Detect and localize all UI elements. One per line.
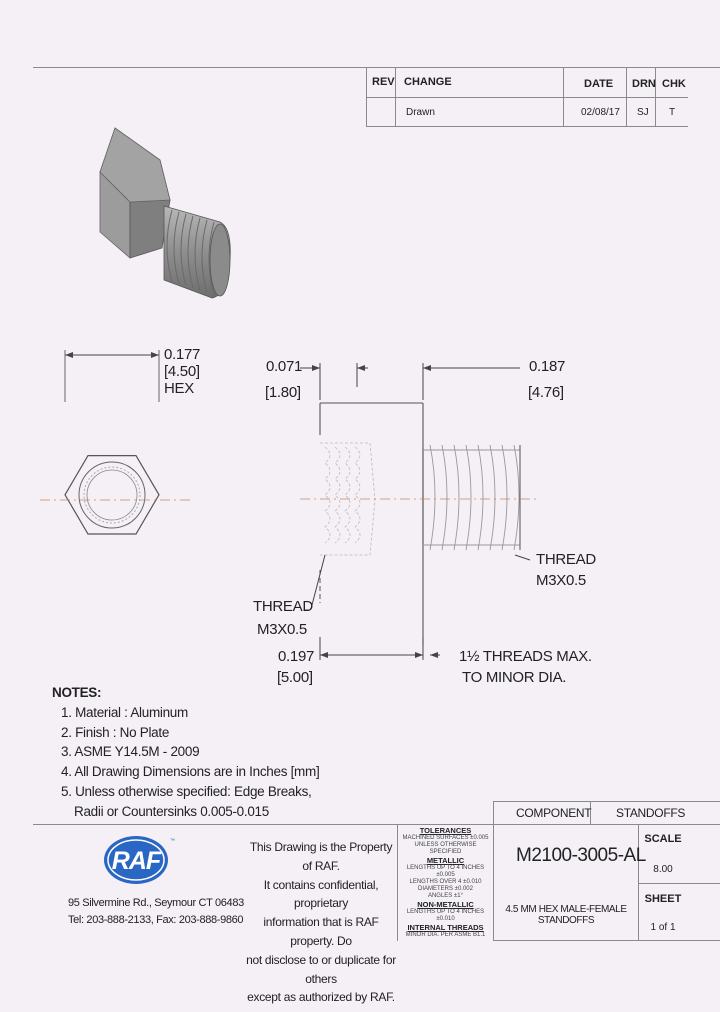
chk-header: CHK xyxy=(662,78,686,90)
rev-row-date: 02/08/17 xyxy=(581,107,620,118)
nonmetallic-title: NON-METALLIC xyxy=(417,900,474,909)
tolerances-block: TOLERANCES MACHINED SURFACES ±0.005 UNLESS OTHERWISE SPECIFIED METALLIC LENGTHS UP TO 4 INCHES ±0.005 LENGTHS OVER 4 ±0.010 DIAMETERS ±0.002 ANGLES ±1° NON-METALLIC LENGTHS UP TO 4 INCHES ±0.010 INTERNAL THREADS MINOR DIA. PER ASME B1.1 xyxy=(398,826,493,939)
sheet-value: 1 of 1 xyxy=(650,922,676,933)
note-5-cont: Radii or Countersinks 0.005-0.015 xyxy=(74,803,269,819)
raf-logo-text: RAF xyxy=(111,847,161,875)
rev-row-drn: SJ xyxy=(637,107,649,118)
dim-b-inch: 0.187 xyxy=(529,358,566,375)
tolerances-title: TOLERANCES xyxy=(419,826,472,835)
rev-row-change: Drawn xyxy=(406,107,435,118)
date-header: DATE xyxy=(584,78,614,90)
property-notice: This Drawing is the Property of RAF. It contains confidential, proprietary information that is RAF property. Do not disclose to or duplicate for others except as authorized by RAF. xyxy=(246,840,396,1005)
hex-dim-inch: 0.177 xyxy=(164,346,201,363)
note-1: 1. Material : Aluminum xyxy=(61,704,188,720)
rev-row-chk: T xyxy=(669,107,676,118)
threads-max-note: TO MINOR DIA. xyxy=(462,669,567,686)
component-label: COMPONENT xyxy=(516,806,592,820)
dim-c-mm: [5.00] xyxy=(277,669,313,686)
part-description: 4.5 MM HEX MALE-FEMALE STANDOFFS xyxy=(505,904,627,926)
metallic-title: METALLIC xyxy=(426,856,465,865)
rev-header: REV xyxy=(372,76,395,88)
sheet-label: SHEET xyxy=(644,893,682,905)
thread-left-label: THREAD xyxy=(253,598,313,615)
scale-value: 8.00 xyxy=(653,864,673,875)
notes-block xyxy=(52,683,319,822)
dim-a-inch: 0.071 xyxy=(266,358,303,375)
raf-logo xyxy=(102,834,174,886)
hex-dim-label: HEX xyxy=(164,380,194,397)
note-4: 4. All Drawing Dimensions are in Inches [mm] xyxy=(61,764,320,780)
thread-right-spec: M3X0.5 xyxy=(536,572,586,589)
revision-table xyxy=(366,68,688,128)
internal-threads-title: INTERNAL THREADS xyxy=(407,923,484,932)
drn-header: DRN xyxy=(632,78,656,90)
dim-c-inch: 0.197 xyxy=(278,648,315,665)
thread-left-spec: M3X0.5 xyxy=(257,621,307,638)
change-header: CHANGE xyxy=(404,76,452,88)
isometric-part-view xyxy=(80,120,240,305)
note-5: 5. Unless otherwise specified: Edge Breaks, xyxy=(61,783,312,799)
svg-text:™: ™ xyxy=(170,838,175,844)
hex-dim-mm: [4.50] xyxy=(164,363,200,380)
threads-max-label: 1½ THREADS MAX. xyxy=(459,648,592,665)
note-3: 3. ASME Y14.5M - 2009 xyxy=(61,744,200,760)
component-value: STANDOFFS xyxy=(616,806,686,820)
company-address: 95 Silvermine Rd., Seymour CT 06483 xyxy=(68,897,244,909)
note-2: 2. Finish : No Plate xyxy=(61,724,170,740)
thread-right-label: THREAD xyxy=(536,551,596,568)
company-phone: Tel: 203-888-2133, Fax: 203-888-9860 xyxy=(68,914,244,926)
dim-a-mm: [1.80] xyxy=(265,384,301,401)
scale-label: SCALE xyxy=(644,833,682,845)
part-number: M2100-3005-AL xyxy=(516,845,646,866)
dim-b-mm: [4.76] xyxy=(528,384,564,401)
notes-title: NOTES: xyxy=(52,685,102,700)
